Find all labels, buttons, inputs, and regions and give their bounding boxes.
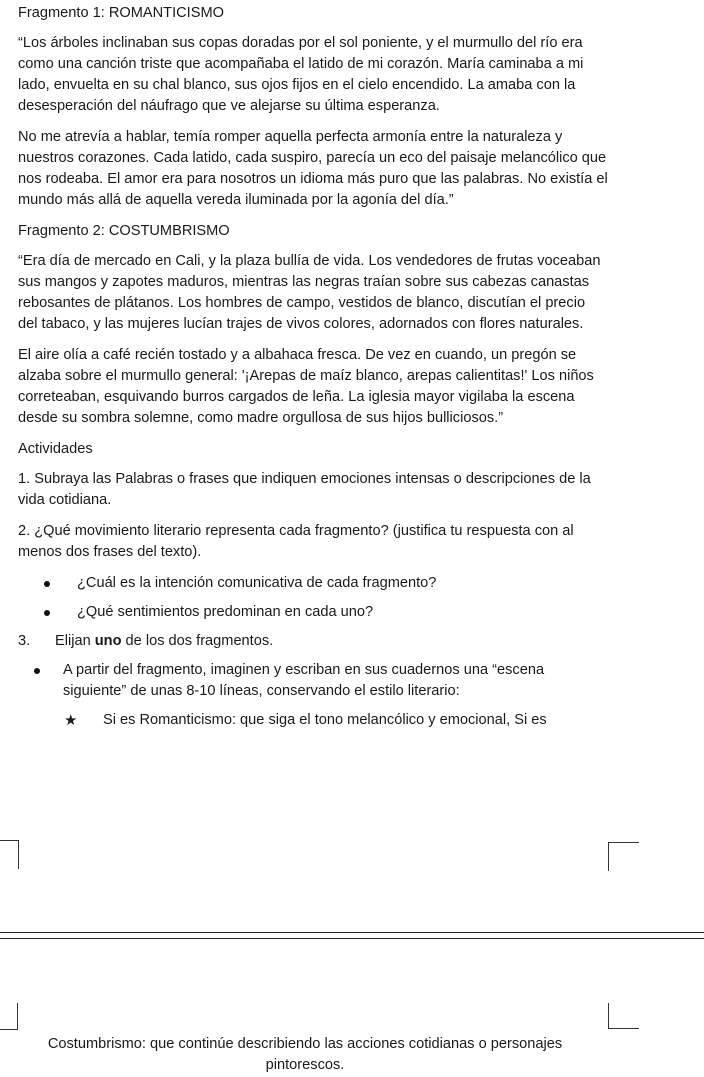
crop-corner-top-right	[608, 842, 639, 871]
activity-item-2: 2. ¿Qué movimiento literario representa cada fragmento? (justifica tu respuesta con al menos dos frases del texto).	[18, 523, 574, 560]
activity-item-3-number: 3.	[18, 633, 31, 649]
fragment2-paragraph-2: El aire olía a café recién tostado y a albahaca fresca. De vez en cuando, un pregón se alzaba sobre el murmullo general: '¡Arepas de maíz blanco, arepas calientitas!' Los niños correteaban, esquivando burros cargados de leña. La iglesia mayor vigilaba la escena desde su sombra solemne, como madre orgullosa de sus hijos bulliciosos.”	[18, 347, 594, 426]
divider-line	[0, 938, 704, 939]
bullet-text: ¿Qué sentimientos predominan en cada uno?	[77, 604, 374, 620]
fragment1-paragraph-1: “Los árboles inclinaban sus copas doradas por el sol poniente, y el murmullo del río era como una canción triste que acompañaba el latido de mi corazón. María caminaba a mi lado, envuelta en su chal blanco, sus ojos fijos en el cielo encendido. La amaba con la desesperación del náufrago que ve alejarse su última esperanza.	[18, 35, 584, 114]
star-item	[18, 710, 608, 731]
activity-item-3-text-bold: uno	[94, 633, 122, 649]
crop-corner-bottom-right	[608, 1003, 639, 1029]
document-content	[18, 3, 608, 731]
fragment1-paragraph-2: No me atrevía a hablar, temía romper aquella perfecta armonía entre la naturaleza y nuestros corazones. Cada latido, cada suspiro, parecía un eco del paisaje melancólico que nos rodeaba. El amor era para nosotros un idioma más puro que las palabras. No existía el mundo más allá de aquella vereda iluminada por la agonía del día.”	[18, 129, 608, 208]
activity-item-1: 1. Subraya las Palabras o frases que indiquen emociones intensas o descripciones de la vida cotidiana.	[18, 471, 591, 508]
activity-item-3	[18, 631, 608, 652]
activity-item-3-text-before: Elijan	[55, 633, 95, 649]
crop-corner-top-left	[0, 840, 19, 869]
footer-text: Costumbrismo: que continúe describiendo las acciones cotidianas o personajes pintorescos.	[47, 1036, 563, 1073]
activity-item-3-text-after: de los dos fragmentos.	[121, 633, 274, 649]
star-item-text: Si es Romanticismo: que siga el tono melancólico y emocional, Si es	[103, 712, 547, 728]
list-item	[18, 602, 608, 623]
fragment2-paragraph-1: “Era día de mercado en Cali, y la plaza bullía de vida. Los vendedores de frutas voceaban sus mangos y zapotes maduros, mientras las negras traían sobre sus cabezas canastas rebosantes de plátanos. Los hombres de campo, vestidos de blanco, discutían el precio del tabaco, y las mujeres lucían trajes de vivos colores, adornados con flores naturales.	[18, 253, 601, 332]
bullet-icon	[44, 610, 50, 616]
divider-line	[0, 932, 704, 933]
activities-title: Actividades	[18, 441, 93, 457]
bullet-text: A partir del fragmento, imaginen y escriban en sus cuadernos una “escena siguiente” de unas 8-10 líneas, conservando el estilo literario:	[63, 662, 545, 699]
fragment2-title: Fragmento 2: COSTUMBRISMO	[18, 223, 230, 239]
list-item	[34, 660, 608, 702]
bullet-text: ¿Cuál es la intención comunicativa de cada fragmento?	[77, 575, 437, 591]
list-item	[18, 573, 608, 594]
crop-corner-bottom-left	[0, 1003, 18, 1030]
star-icon: ★	[64, 712, 78, 729]
fragment1-title: Fragmento 1: ROMANTICISMO	[18, 5, 224, 21]
bullet-icon	[34, 668, 40, 674]
bullet-icon	[44, 581, 50, 587]
